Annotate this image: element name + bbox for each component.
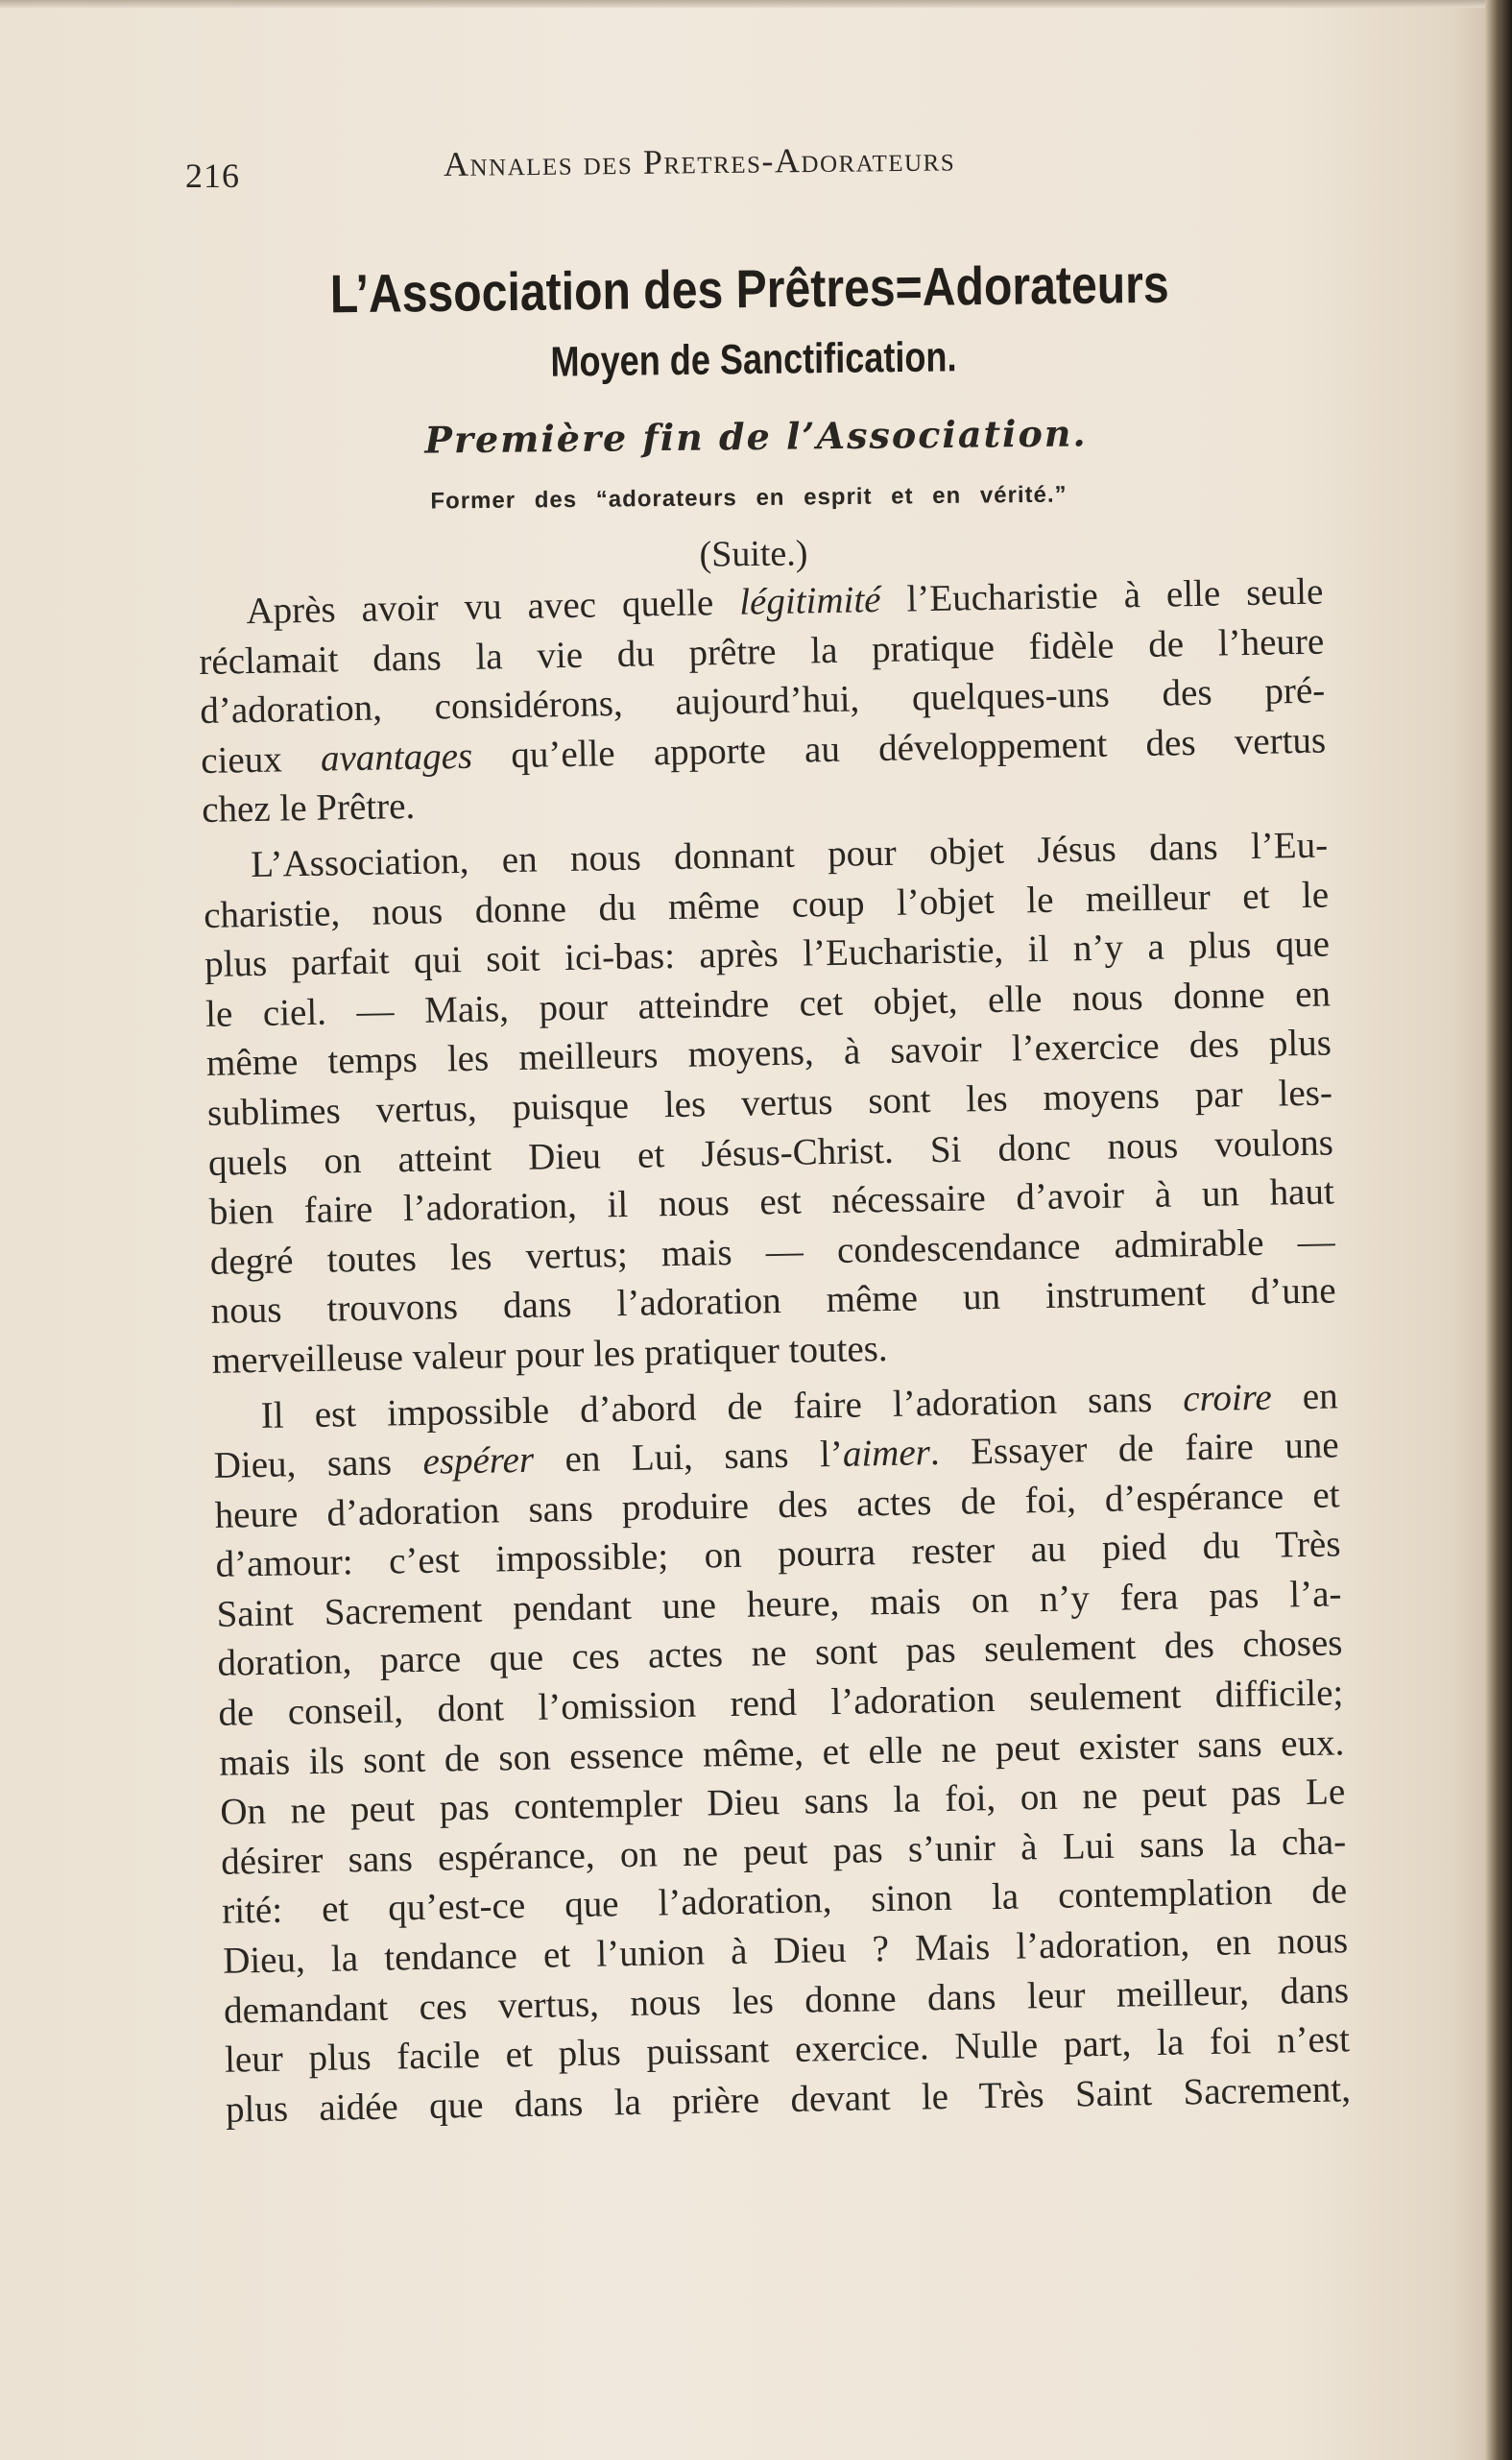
text-line: plus parfait qui soit ici-bas: après l’Eucharistie, il n’y a plus que — [204, 923, 1331, 986]
text-line: plus aidée que dans la prière devant le Très Saint Sacrement, — [225, 2068, 1352, 2131]
text-line: degré toutes les vertus; mais — condescendance admirable — — [209, 1220, 1336, 1283]
text-line: leur plus facile et plus puissant exercice. Nulle part, la foi n’est — [224, 2018, 1351, 2081]
text-line: heure d’adoration sans produire des actes de foi, d’espérance et — [214, 1474, 1340, 1536]
text-line: Dieu, la tendance et l’union à Dieu ? Mais l’adoration, en nous — [222, 1919, 1349, 1982]
text-line: Il est impossible d’abord de faire l’adoration sans croire en — [260, 1374, 1339, 1436]
text-line: demandant ces vertus, nous les donne dans leur meilleur, dans — [223, 1968, 1350, 2032]
body-text — [198, 567, 1351, 2135]
text-line: Saint Sacrement pendant une heure, mais on n’y fera pas l’a- — [216, 1573, 1342, 1635]
section-heading: Première fin de l’Association. — [424, 411, 1088, 462]
top-edge — [0, 0, 1512, 8]
text-line: Après avoir vu avec quelle légitimité l’Eucharistie à elle seule — [246, 570, 1324, 633]
text-line: réclamait dans la vie du prêtre la pratique fidèle de l’heure — [199, 620, 1325, 683]
continuation-note: (Suite.) — [699, 533, 808, 575]
text-line: On ne peut pas contempler Dieu sans la foi, on ne peut pas Le — [219, 1771, 1346, 1834]
text-line: charistie, nous donne du même coup l’objet le meilleur et le — [203, 874, 1330, 936]
article-subtitle: Moyen de Sanctification. — [550, 333, 957, 386]
page-binding-edge — [1485, 0, 1512, 2460]
text-line: sublimes vertus, puisque les vertus sont les moyens par les- — [206, 1072, 1333, 1134]
text-line: nous trouvons dans l’adoration même un instrument d’une — [210, 1269, 1337, 1333]
text-line: merveilleuse valeur pour les pratiquer toutes. — [211, 1327, 888, 1382]
text-line: rité: et qu’est-ce que l’adoration, sinon la contemplation de — [221, 1869, 1348, 1933]
text-line: même temps les meilleurs moyens, à savoir l’exercice des plus — [205, 1022, 1332, 1085]
text-line: Dieu, sans espérer en Lui, sans l’aimer. Essayer de faire une — [213, 1424, 1339, 1486]
text-line: L’Association, en nous donnant pour objet Jésus dans l’Eu- — [250, 824, 1329, 886]
text-line: d’adoration, considérons, aujourd’hui, quelques-uns des pré- — [199, 669, 1326, 733]
text-line: le ciel. — Mais, pour atteindre cet objet, elle nous donne en — [204, 973, 1332, 1035]
text-line: d’amour: c’est impossible; on pourra rester au pied du Très — [215, 1523, 1341, 1586]
text-line: désirer sans espérance, on ne peut pas s’unir à Lui sans la cha- — [220, 1821, 1347, 1883]
text-line: chez le Prêtre. — [201, 785, 416, 832]
text-line: doration, parce que ces actes ne sont pas seulement des choses — [217, 1622, 1343, 1685]
text-line: cieux avantages qu’elle apporte au développement des vertus — [200, 719, 1327, 782]
text-line: de conseil, dont l’omission rend l’adoration seulement difficile; — [218, 1672, 1344, 1734]
text-line: mais ils sont de son essence même, et elle ne peut exister sans eux. — [219, 1721, 1345, 1784]
page-number: 216 — [185, 157, 240, 195]
text-line: bien faire l’adoration, il nous est nécessaire d’avoir à un haut — [208, 1170, 1335, 1234]
article-title: L’Association des Prêtres=Adorateurs — [329, 253, 1169, 325]
text-line: quels on atteint Dieu et Jésus-Christ. Si donc nous voulons — [207, 1121, 1334, 1184]
motto: Former des “adorateurs en esprit et en vérité.” — [430, 481, 1068, 515]
running-head: Annales des Pretres-Adorateurs — [443, 139, 956, 183]
